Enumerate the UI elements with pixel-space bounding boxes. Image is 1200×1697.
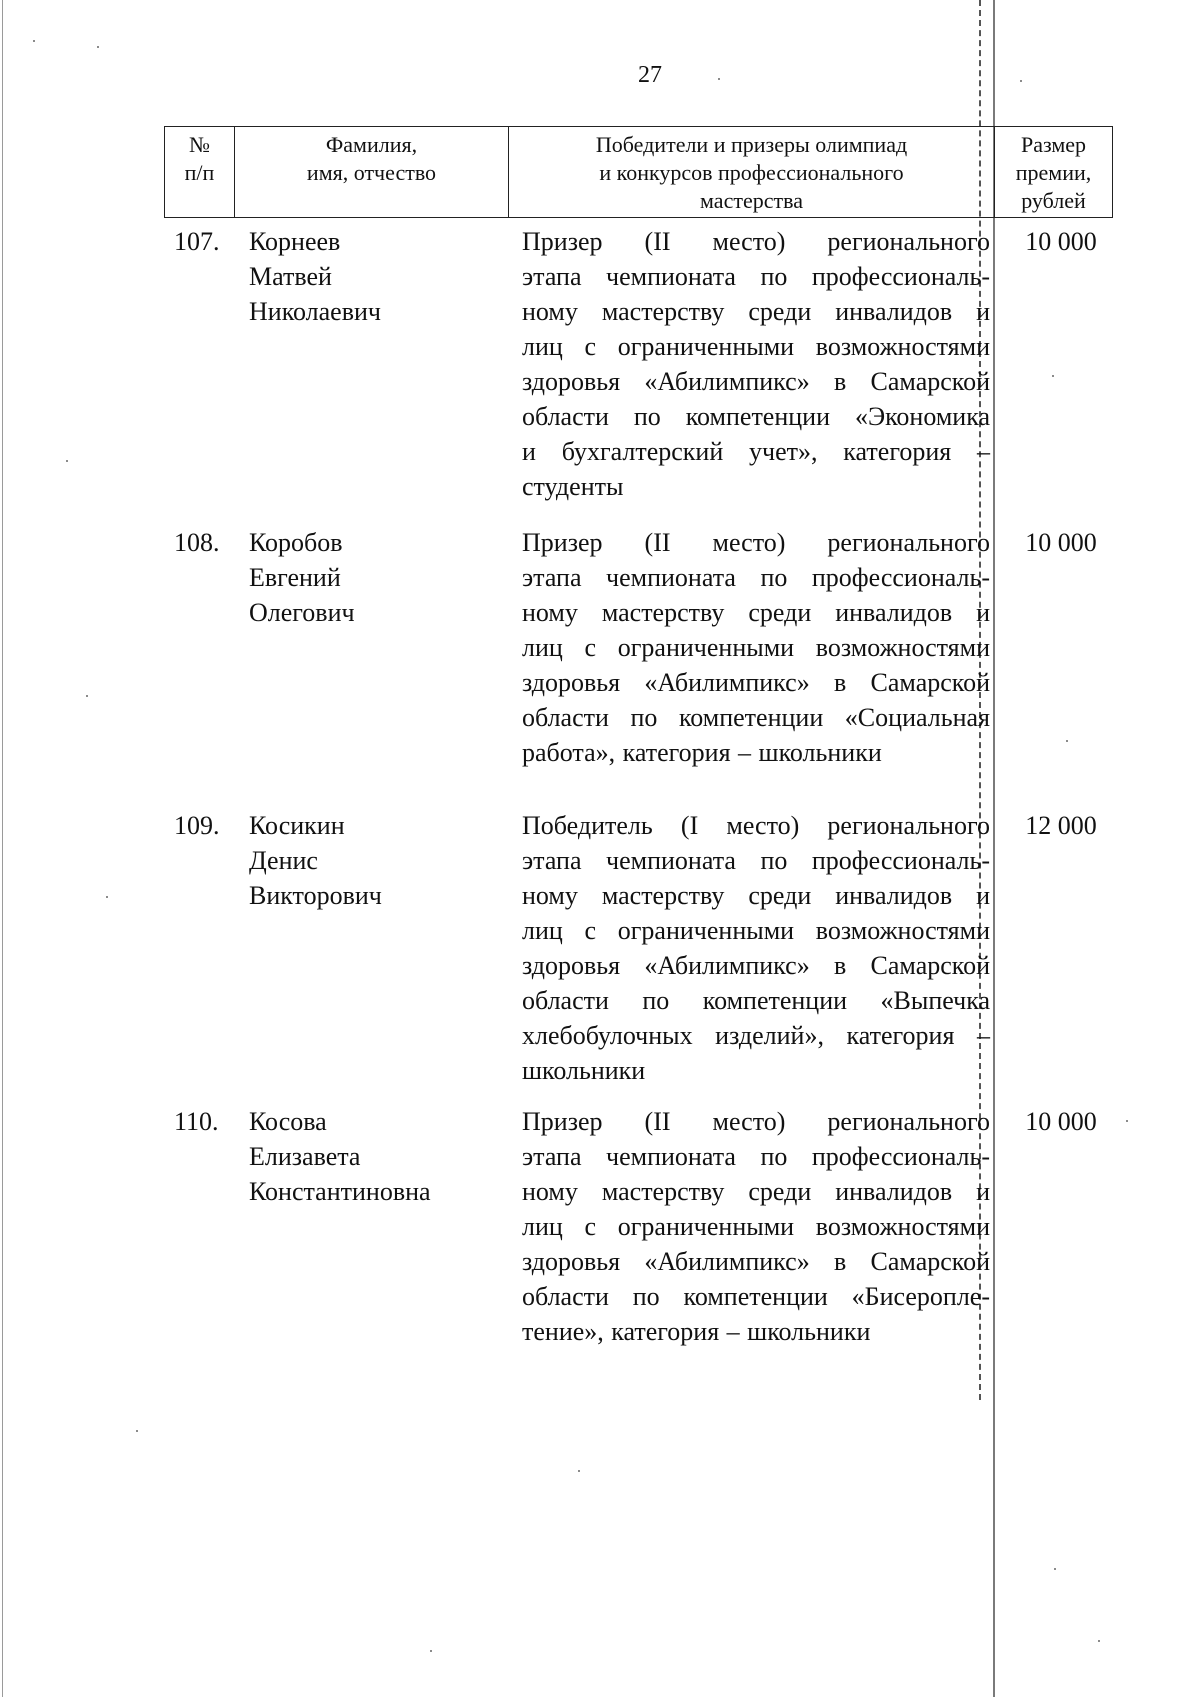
row-description xyxy=(522,224,990,504)
description-line: здоровья «Абилимпикс» в Самарской xyxy=(522,367,990,396)
description-line: области по компетенции «Выпечка xyxy=(522,986,990,1015)
description-line: здоровья «Абилимпикс» в Самарской xyxy=(522,668,990,697)
scan-speck xyxy=(1054,1568,1056,1570)
row-name xyxy=(249,224,499,329)
row-number: 110. xyxy=(174,1107,219,1136)
scan-speck xyxy=(1098,1640,1100,1642)
description-line: Призер (II место) регионального xyxy=(522,227,990,256)
scan-speck xyxy=(578,1470,580,1472)
header-description-line: Победители и призеры олимпиад xyxy=(595,132,908,157)
header-name-line: имя, отчество xyxy=(306,160,437,185)
row-number: 107. xyxy=(174,227,220,256)
first-name: Денис xyxy=(249,846,318,875)
description-line: здоровья «Абилимпикс» в Самарской xyxy=(522,1247,990,1276)
description-line: лиц с ограниченными возможностями xyxy=(522,332,990,361)
row-number: 109. xyxy=(174,811,220,840)
description-line: области по компетенции «Социальная xyxy=(522,703,990,732)
row-description xyxy=(522,808,990,1088)
patronymic: Николаевич xyxy=(249,297,381,326)
row-amount: 12 000 xyxy=(1025,811,1097,840)
description-line: Призер (II место) регионального xyxy=(522,1107,990,1136)
first-name: Елизавета xyxy=(249,1142,361,1171)
description-line: этапа чемпионата по профессиональ- xyxy=(522,1142,990,1171)
header-amount-line: Размер xyxy=(1020,132,1087,157)
scan-speck xyxy=(1126,1120,1128,1122)
description-line: Призер (II место) регионального xyxy=(522,528,990,557)
header-number-line: п/п xyxy=(184,160,215,185)
scan-speck xyxy=(1052,375,1054,377)
description-line: лиц с ограниченными возможностями xyxy=(522,633,990,662)
scan-speck xyxy=(718,78,720,80)
scan-speck xyxy=(66,460,68,462)
description-line: этапа чемпионата по профессиональ- xyxy=(522,563,990,592)
description-line: ному мастерству среди инвалидов и xyxy=(522,1177,990,1206)
surname: Косикин xyxy=(249,811,345,840)
row-name xyxy=(249,808,499,913)
description-line: области по компетенции «Бисероплe- xyxy=(522,1282,990,1311)
header-number-line: № xyxy=(189,132,210,157)
scan-speck xyxy=(97,46,99,48)
header-number-cell xyxy=(165,127,235,217)
description-line: хлебобулочных изделий», категория – xyxy=(522,1021,990,1050)
header-name-cell xyxy=(235,127,509,217)
description-line: лиц с ограниченными возможностями xyxy=(522,916,990,945)
description-line: здоровья «Абилимпикс» в Самарской xyxy=(522,951,990,980)
description-line: этапа чемпионата по профессиональ- xyxy=(522,846,990,875)
description-line: ному мастерству среди инвалидов и xyxy=(522,881,990,910)
surname: Корнеев xyxy=(249,227,341,256)
scan-edge-line xyxy=(2,0,3,1697)
table-header xyxy=(164,126,1113,218)
description-line: области по компетенции «Экономика xyxy=(522,402,990,431)
header-description-line: и конкурсов профессионального xyxy=(599,160,904,185)
header-description-cell xyxy=(509,127,995,217)
description-line: лиц с ограниченными возможностями xyxy=(522,1212,990,1241)
row-amount: 10 000 xyxy=(1025,1107,1097,1136)
row-name xyxy=(249,525,499,630)
margin-solid-line xyxy=(993,0,995,1697)
first-name: Евгений xyxy=(249,563,341,592)
scan-speck xyxy=(106,896,108,898)
description-line: ному мастерству среди инвалидов и xyxy=(522,297,990,326)
scan-speck xyxy=(1066,740,1068,742)
page-number: 27 xyxy=(638,62,662,88)
scan-speck xyxy=(86,695,88,697)
row-name xyxy=(249,1104,499,1209)
surname: Косова xyxy=(249,1107,327,1136)
patronymic: Викторович xyxy=(249,881,382,910)
header-amount-line: премии, xyxy=(1015,160,1092,185)
scan-speck xyxy=(1020,80,1022,82)
first-name: Матвей xyxy=(249,262,332,291)
scan-speck xyxy=(33,40,35,42)
row-description xyxy=(522,525,990,770)
description-line: Победитель (I место) регионального xyxy=(522,811,990,840)
header-description-line: мастерства xyxy=(700,188,803,213)
row-amount: 10 000 xyxy=(1025,227,1097,256)
description-line: ному мастерству среди инвалидов и xyxy=(522,598,990,627)
patronymic: Константиновна xyxy=(249,1177,431,1206)
scan-speck xyxy=(136,1430,138,1432)
description-line: тение», категория – школьники xyxy=(522,1317,871,1346)
row-amount: 10 000 xyxy=(1025,528,1097,557)
header-name-line: Фамилия, xyxy=(325,132,418,157)
description-line: и бухгалтерский учет», категория – xyxy=(522,437,990,466)
row-description xyxy=(522,1104,990,1349)
header-amount-line: рублей xyxy=(1021,188,1086,213)
description-line: студенты xyxy=(522,472,624,501)
scan-speck xyxy=(430,1650,432,1652)
description-line: школьники xyxy=(522,1056,646,1085)
row-number: 108. xyxy=(174,528,220,557)
header-amount-cell xyxy=(995,127,1112,217)
surname: Коробов xyxy=(249,528,343,557)
description-line: этапа чемпионата по профессиональ- xyxy=(522,262,990,291)
description-line: работа», категория – школьники xyxy=(522,738,882,767)
patronymic: Олегович xyxy=(249,598,355,627)
